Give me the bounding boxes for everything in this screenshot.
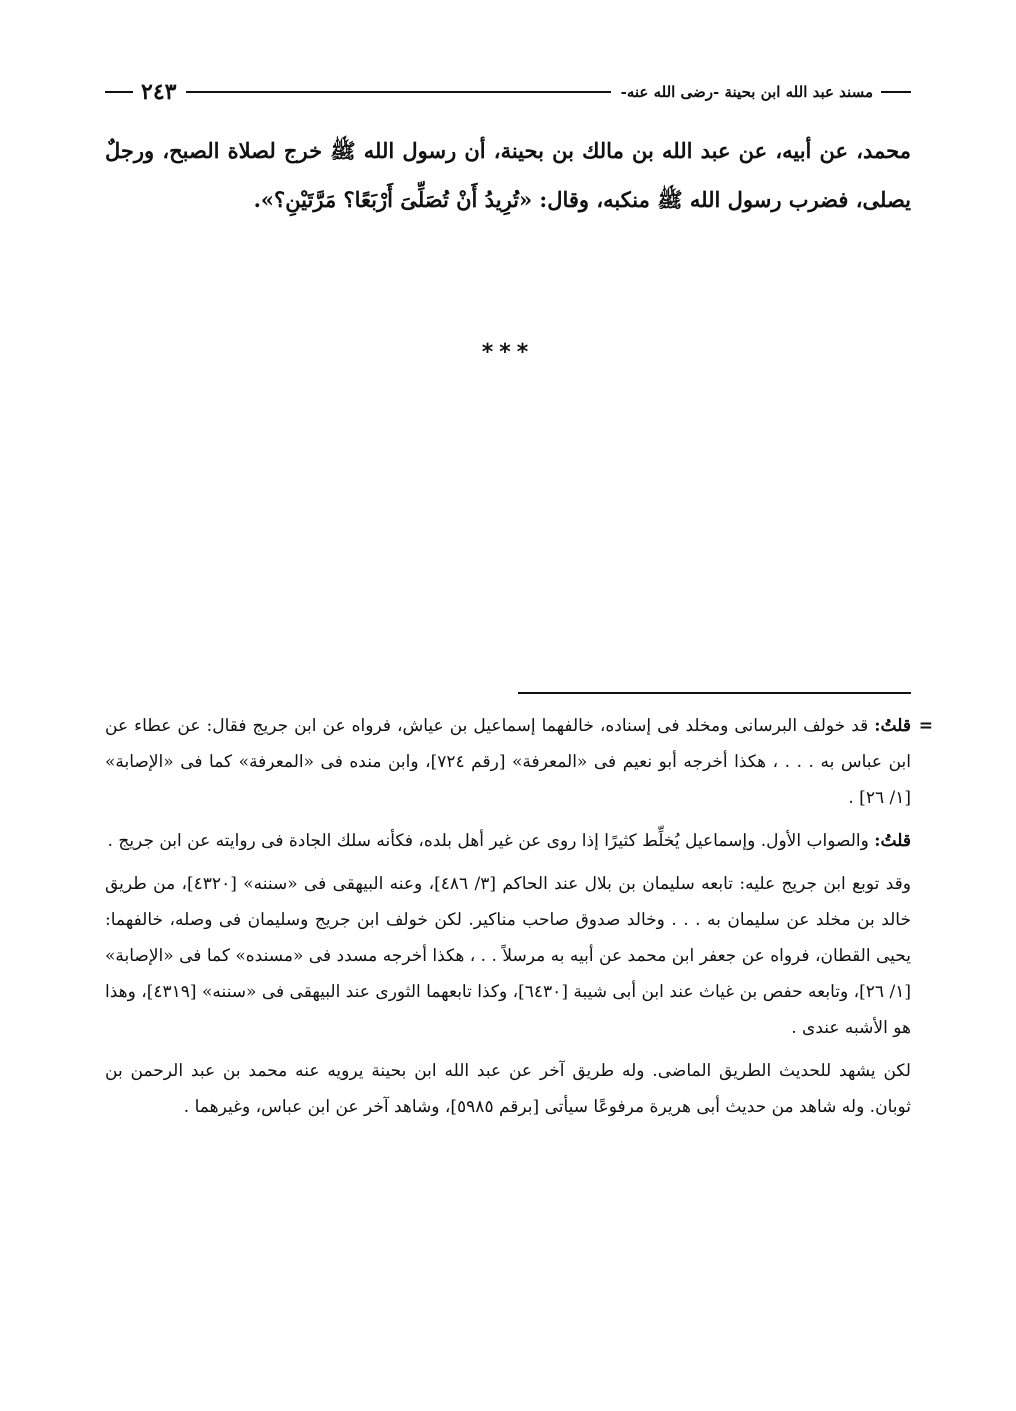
running-header (105, 76, 911, 108)
footnote-paragraph (105, 823, 911, 859)
footnote-rule (518, 692, 911, 694)
section-separator: *** (481, 340, 535, 365)
footnote-keyword: قلتُ: (874, 716, 912, 736)
footnote-paragraph: لكن يشهد للحديث الطريق الماضى. وله طريق آخر عن عبد الله ابن بحينة يرويه عنه محمد بن عبد الرحمن بن ثوبان. وله شاهد من حديث أبى هريرة مرفوعًا سيأتى [برقم ٥٩٨٥]، وشاهد آخر عن ابن عباس، وغيرهما . (105, 1061, 911, 1117)
header-rule (186, 91, 610, 93)
footnotes (105, 708, 933, 1132)
continuation-marker: = (918, 716, 933, 736)
footnote-text: والصواب الأول. وإسماعيل يُخلِّط كثيرًا إذا روى عن غير أهل بلده، فكأنه سلك الجادة فى روايته عن ابن جريج . (107, 831, 869, 851)
footnote-keyword: قلتُ: (874, 831, 911, 851)
footnote-paragraph (105, 708, 933, 816)
header-title: مسند عبد الله ابن بحينة -رضى الله عنه- (620, 83, 873, 101)
footnote-text: قد خولف البرسانى ومخلد فى إسناده، خالفهما إسماعيل بن عياش، فرواه عن ابن جريج فقال: عن عطاء عن ابن عباس به . . . ، هكذا أخرجه أبو نعيم فى «المعرفة» [رقم ٧٢٤]، وابن منده فى «المعرفة» كما فى «الإصابة» [١/ ٢٦] . (105, 716, 911, 808)
main-text (105, 126, 911, 224)
footnote-paragraph: وقد توبع ابن جريج عليه: تابعه سليمان بن بلال عند الحاكم [٣/ ٤٨٦]، وعنه البيهقى فى «سننه» [٤٣٢٠]، من طريق خالد بن مخلد عن سليمان به . . . وخالد صدوق صاحب مناكير. لكن خولف ابن جريج وسليمان فى وصله، خالفهما: يحيى القطان، فرواه عن جعفر ابن محمد عن أبيه به مرسلاً . . ، هكذا أخرجه مسدد فى «مسنده» كما فى «الإصابة» [١/ ٢٦]، وتابعه حفص بن غياث عند ابن أبى شيبة [٦٤٣٠]، وكذا تابعهما الثورى عند البيهقى فى «سننه» [٤٣١٩]، وهذا هو الأشبه عندى . (105, 874, 912, 1038)
hadith-paragraph: محمد، عن أبيه، عن عبد الله بن مالك بن بحينة، أن رسول الله ﷺ خرج لصلاة الصبح، ورجلٌ يصلى، فضرب رسول الله ﷺ منكبه، وقال: «تُرِيدُ أَنْ تُصَلِّىَ أَرْبَعًا؟ مَرَّتَيْنِ؟». (105, 138, 911, 212)
header-dash-right (881, 91, 911, 93)
header-dash-left (105, 91, 133, 93)
page-number: ٢٤٣ (141, 79, 177, 105)
